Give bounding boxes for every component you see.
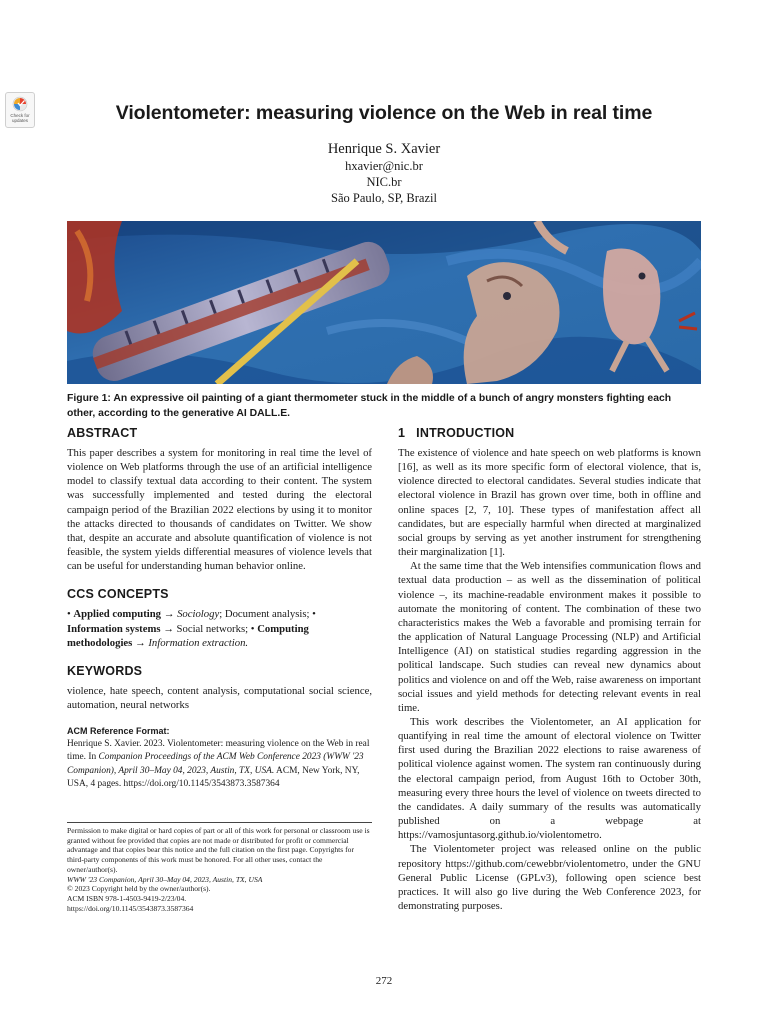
abstract-text: This paper describes a system for monitoring in real time the level of violence on Web platforms through the use of an artificial intelligence model to classify textual data according to their content. The system was successfully implemented and tested during the electoral campaign period of the Brazilian 2022 elections by using it to monitor the attacks directed to thousands of candidates on Twitter. We show that, despite an accurate and absolute quantification of violence is not feasible, the system yields differential measures of violence levels that can be useful for understanding human behavior online. bbox=[67, 447, 372, 573]
copyright-line: © 2023 Copyright held by the owner/author(s). bbox=[67, 884, 211, 894]
ccs-item-bold: Information systems bbox=[67, 622, 161, 635]
intro-paragraph: The existence of violence and hate speech on web platforms is known [16], as well as its more specific form of electoral violence, that is, violence directed to electoral candidates. Several studies indicate that electoral violence in Brazil has grown over time, both in offline and online spaces [2, 7, 10]. These types of manifestation affect all candidates, but are especially harmful when directed at marginalized social groups by serving as yet another instrument for strengthening their marginalization [1]. bbox=[398, 447, 701, 559]
footnote-rule bbox=[67, 822, 372, 823]
intro-paragraph: This work describes the Violentometer, an AI application for quantifying in real time the amount of electoral violence on Twitter first used during the Brazilian 2022 elections to raise awareness of political violence against women. The system ran continuously during the electoral campaign period, from August 16th to October 30th, measuring every three hours the level of violence on tweets directed to the candidates. A daily summary of the results was automatically published on a webpage at https://vamosjuntasorg.github.io/violentometro. bbox=[398, 715, 701, 842]
ccs-item-bold: Computing methodologies bbox=[67, 622, 309, 649]
author-location: São Paulo, SP, Brazil bbox=[331, 191, 437, 205]
copyright-footnote bbox=[67, 822, 372, 913]
intro-paragraph: At the same time that the Web intensifies communication flows and textual data production – as well as the dissemination of political violence –, its machine-readable environment makes it possible to automate the monitoring of content. The combination of these two characteristics makes the Web a favorable and promising terrain for the application of Natural Language Processing (NLP) and Artificial Intelligence (AI) on statistical studies regarding aggression in the political landscape. Such studies can reveal new dynamics about politics and violence on and off the Web, raise awareness on important social issues and yield methods for detecting relevant events in real time. bbox=[398, 560, 701, 714]
ccs-concepts: • Applied computing → Sociology; Document analysis; • Information systems → Social networks; • Computing methodologies → Information extraction. bbox=[67, 608, 316, 649]
author-name: Henrique S. Xavier bbox=[327, 141, 441, 157]
keywords-heading: KEYWORDS bbox=[67, 663, 143, 678]
abstract-heading: ABSTRACT bbox=[67, 426, 138, 440]
keywords-text: violence, hate speech, content analysis, computational social science, automation, neural networks bbox=[67, 684, 372, 712]
paper-title: Violentometer: measuring violence on the Web in real time bbox=[115, 102, 653, 124]
check-for-updates-label: Check for updates bbox=[10, 113, 30, 123]
reference-heading: ACM Reference Format: bbox=[67, 726, 170, 737]
left-column bbox=[67, 426, 372, 791]
permission-text: Permission to make digital or hard copies of part or all of this work for personal or classroom use is granted without fee provided that copies are not made or distributed for profit or commercial advantage and that copies bear this notice and the full citation on the first page. Copyrights for third-party components of this work must be honored. For all other uses, contact the owner/author(s). bbox=[67, 826, 370, 874]
teaser-figure bbox=[67, 221, 701, 384]
author-affiliation: NIC.br bbox=[366, 175, 402, 189]
doi-link[interactable]: https://doi.org/10.1145/3543873.3587364 bbox=[67, 903, 194, 913]
ccs-heading: CCS CONCEPTS bbox=[67, 587, 169, 602]
right-column bbox=[398, 426, 701, 913]
oil-painting-image bbox=[67, 221, 701, 384]
isbn-line: ACM ISBN 978-1-4503-9419-2/23/04. bbox=[67, 893, 187, 903]
introduction-heading: 1 INTRODUCTION bbox=[398, 426, 515, 440]
intro-paragraph: The Violentometer project was released online on the public repository https://github.com/cewebbr/violentometro, under the GNU General Public License (GPLv3), following open science best practices. It will also go live during the Web Conference 2023, for demonstrating purposes. bbox=[398, 843, 701, 912]
conference-line: WWW '23 Companion, April 30–May 04, 2023, Austin, TX, USA bbox=[67, 874, 263, 884]
author-email[interactable]: hxavier@nic.br bbox=[345, 159, 423, 173]
page-number: 272 bbox=[375, 975, 393, 987]
reference-text: Henrique S. Xavier. 2023. Violentometer: measuring violence on the Web in real time. In Companion Proceedings of the ACM Web Conference 2023 (WWW '23 Companion), April 30–May 04, 2023, Austin, TX, USA. ACM, New York, NY, USA, 4 pages. https://doi.org/10.1145/3543873.3587364 bbox=[67, 739, 370, 789]
figure-caption: Figure 1: An expressive oil painting of a giant thermometer stuck in the middle of a bunch of angry monsters fighting each other, according to the generative AI DALL.E. bbox=[67, 393, 672, 419]
ccs-item-bold: Applied computing bbox=[73, 608, 162, 621]
author-block bbox=[0, 140, 768, 206]
